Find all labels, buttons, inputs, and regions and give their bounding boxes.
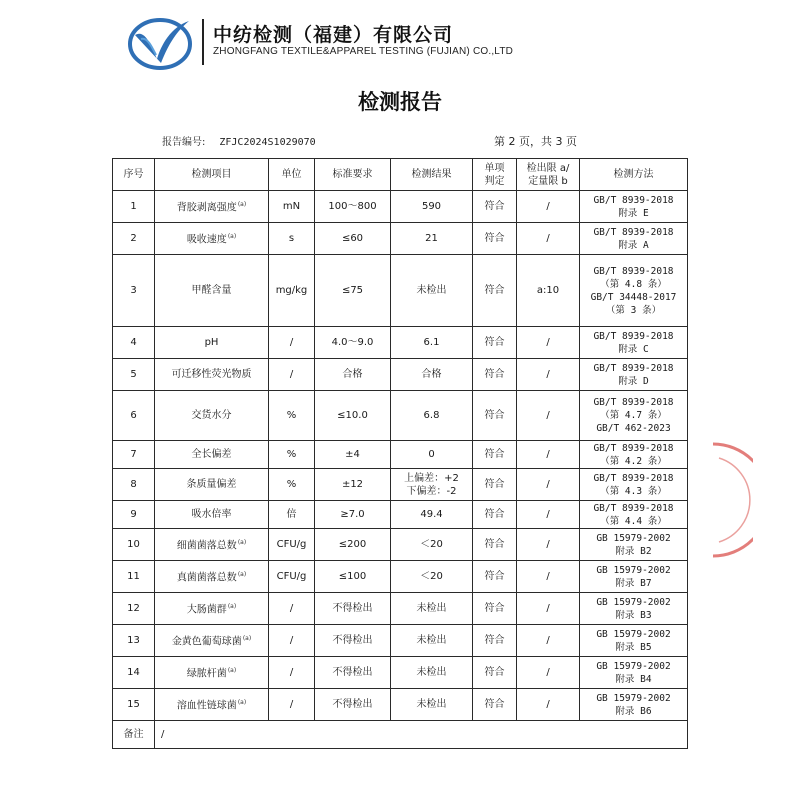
method-line: GB/T 8939-2018 (593, 362, 674, 374)
report-number-value: ZFJC2024S1029070 (219, 137, 316, 148)
cell-requirement: ≤75 (315, 255, 391, 327)
table-row (113, 529, 688, 561)
cell-judgement: 符合 (473, 469, 517, 501)
cell-result: 6.1 (391, 327, 473, 359)
cell-unit: / (269, 327, 315, 359)
cell-item (155, 501, 269, 529)
cell-item-label: 大肠菌群 (186, 604, 227, 616)
cell-limit: / (517, 529, 580, 561)
cell-requirement: ≤100 (315, 561, 391, 593)
cell-unit: / (269, 689, 315, 721)
cell-item-label: 绿脓杆菌 (186, 668, 227, 680)
cell-judgement: 符合 (473, 191, 517, 223)
cell-requirement: ≤200 (315, 529, 391, 561)
cell-item-label: pH (204, 337, 219, 348)
cell-result: 合格 (391, 359, 473, 391)
cell-judgement: 符合 (473, 501, 517, 529)
cell-item (155, 327, 269, 359)
cell-method (580, 561, 688, 593)
cell-item (155, 359, 269, 391)
cell-limit: / (517, 689, 580, 721)
cell-item (155, 561, 269, 593)
cell-result: ＜20 (391, 561, 473, 593)
col-header-seq: 序号 (113, 159, 155, 191)
cell-result: 6.8 (391, 391, 473, 441)
cell-item (155, 191, 269, 223)
cell-unit: / (269, 593, 315, 625)
cell-judgement: 符合 (473, 391, 517, 441)
table-row (113, 191, 688, 223)
cell-seq: 7 (113, 441, 155, 469)
cell-limit: / (517, 501, 580, 529)
subcontract-mark: (a) (227, 233, 237, 241)
method-line: （第 4.7 条） (600, 410, 667, 421)
cell-seq: 10 (113, 529, 155, 561)
table-row (113, 359, 688, 391)
cell-item-label: 真菌菌落总数 (176, 572, 237, 584)
cell-item-label: 溶血性链球菌 (176, 700, 237, 712)
cell-method (580, 391, 688, 441)
cell-requirement: ≤60 (315, 223, 391, 255)
company-name-en: ZHONGFANG TEXTILE&APPAREL TESTING (FUJIAN) CO.,LTD (213, 46, 514, 57)
cell-result: 未检出 (391, 657, 473, 689)
cell-seq: 9 (113, 501, 155, 529)
cell-seq: 4 (113, 327, 155, 359)
table-row (113, 501, 688, 529)
col-header-limit: 检出限 a/ 定量限 b (517, 159, 580, 191)
cell-item (155, 469, 269, 501)
cell-result: 21 (391, 223, 473, 255)
cell-item (155, 223, 269, 255)
subcontract-mark: (a) (227, 667, 237, 675)
cell-item-label: 甲醛含量 (191, 285, 232, 296)
cell-limit: / (517, 359, 580, 391)
cell-result: 590 (391, 191, 473, 223)
subcontract-mark: (a) (237, 201, 247, 209)
cell-judgement: 符合 (473, 561, 517, 593)
col-header-requirement: 标准要求 (315, 159, 391, 191)
table-row (113, 327, 688, 359)
cell-requirement: ≤10.0 (315, 391, 391, 441)
cell-result: 0 (391, 441, 473, 469)
cell-requirement: ±4 (315, 441, 391, 469)
cell-method (580, 441, 688, 469)
table-header-row (113, 159, 688, 191)
header-divider (202, 19, 204, 65)
cell-result: 未检出 (391, 625, 473, 657)
cell-item (155, 441, 269, 469)
cell-item-label: 条质量偏差 (186, 479, 237, 490)
subcontract-mark: (a) (237, 699, 247, 707)
method-line: （第 3 条） (605, 304, 662, 316)
table-row (113, 469, 688, 501)
cell-result: 未检出 (391, 255, 473, 327)
cell-seq: 1 (113, 191, 155, 223)
method-line: GB 15979-2002 (596, 628, 671, 640)
col-header-judgement: 单项 判定 (473, 159, 517, 191)
method-line: GB/T 8939-2018 (593, 330, 674, 342)
method-line: 附录 B3 (615, 609, 652, 621)
cell-method (580, 359, 688, 391)
cell-requirement: 不得检出 (315, 593, 391, 625)
cell-item-label: 可迁移性荧光物质 (171, 369, 252, 380)
col-header-method: 检测方法 (580, 159, 688, 191)
cell-unit: CFU/g (269, 561, 315, 593)
table-row (113, 223, 688, 255)
cell-requirement: 不得检出 (315, 625, 391, 657)
cell-judgement: 符合 (473, 255, 517, 327)
remark-value: / (155, 721, 688, 749)
table-row (113, 689, 688, 721)
cell-result: ＜20 (391, 529, 473, 561)
cell-result: 未检出 (391, 689, 473, 721)
cell-unit: s (269, 223, 315, 255)
remark-row (113, 721, 688, 749)
cell-method (580, 327, 688, 359)
method-line: GB 15979-2002 (596, 564, 671, 576)
cell-judgement: 符合 (473, 359, 517, 391)
table-row (113, 593, 688, 625)
table-row (113, 391, 688, 441)
cell-method (580, 529, 688, 561)
cell-unit: / (269, 657, 315, 689)
cell-item (155, 689, 269, 721)
col-header-item: 检测项目 (155, 159, 269, 191)
cell-judgement: 符合 (473, 441, 517, 469)
cell-limit: / (517, 593, 580, 625)
cell-seq: 3 (113, 255, 155, 327)
cell-judgement: 符合 (473, 529, 517, 561)
method-line: （第 4.8 条） (600, 278, 667, 290)
method-line: 附录 D (618, 375, 649, 387)
cell-limit: / (517, 561, 580, 593)
cell-seq: 15 (113, 689, 155, 721)
cell-method (580, 255, 688, 327)
company-name-cn: 中纺检测（福建）有限公司 (213, 24, 454, 46)
cell-judgement: 符合 (473, 223, 517, 255)
table-row (113, 561, 688, 593)
method-line: 附录 A (618, 239, 649, 251)
cell-seq: 11 (113, 561, 155, 593)
cell-judgement: 符合 (473, 327, 517, 359)
method-line: GB 15979-2002 (596, 692, 671, 704)
cell-method (580, 191, 688, 223)
cell-unit: mg/kg (269, 255, 315, 327)
cell-limit: / (517, 391, 580, 441)
report-number-label: 报告编号: (162, 137, 206, 148)
cell-item-label: 交货水分 (191, 410, 232, 421)
method-line: GB/T 8939-2018 (593, 472, 674, 484)
cell-result: 未检出 (391, 593, 473, 625)
cell-method (580, 469, 688, 501)
table-row (113, 657, 688, 689)
cell-item-label: 细菌菌落总数 (176, 540, 237, 552)
cell-limit: / (517, 625, 580, 657)
report-title: 检测报告 (358, 90, 442, 114)
cell-method (580, 501, 688, 529)
method-line: 附录 B5 (615, 641, 652, 653)
cell-method (580, 593, 688, 625)
cell-item-label: 吸水倍率 (191, 509, 232, 520)
cell-seq: 5 (113, 359, 155, 391)
method-line: （第 4.3 条） (600, 485, 667, 497)
method-line: 附录 B2 (615, 545, 652, 557)
method-line: GB/T 8939-2018 (593, 397, 674, 408)
cell-requirement: 合格 (315, 359, 391, 391)
table-row (113, 255, 688, 327)
method-line: GB 15979-2002 (596, 532, 671, 544)
cell-seq: 13 (113, 625, 155, 657)
table-row (113, 441, 688, 469)
method-line: GB 15979-2002 (596, 660, 671, 672)
subcontract-mark: (a) (237, 539, 247, 547)
cell-requirement: ≥7.0 (315, 501, 391, 529)
method-line: GB/T 8939-2018 (593, 194, 674, 206)
zhongfang-logo-icon (127, 15, 193, 71)
cell-limit: / (517, 657, 580, 689)
cell-unit: 倍 (269, 501, 315, 529)
cell-seq: 14 (113, 657, 155, 689)
table-body (113, 191, 688, 721)
cell-method (580, 657, 688, 689)
cell-seq: 6 (113, 391, 155, 441)
method-line: 附录 C (618, 343, 649, 355)
method-line: GB/T 8939-2018 (593, 442, 674, 454)
report-number (162, 133, 316, 148)
cell-requirement: 100～800 (315, 191, 391, 223)
cell-limit: a:10 (517, 255, 580, 327)
cell-judgement: 符合 (473, 657, 517, 689)
remark-label: 备注 (113, 721, 155, 749)
table-row (113, 625, 688, 657)
subcontract-mark: (a) (242, 635, 252, 643)
cell-unit: CFU/g (269, 529, 315, 561)
cell-result: 49.4 (391, 501, 473, 529)
cell-item (155, 657, 269, 689)
cell-limit: / (517, 441, 580, 469)
results-table (112, 158, 688, 749)
cell-item (155, 391, 269, 441)
method-line: （第 4.2 条） (600, 455, 667, 467)
cell-unit: / (269, 359, 315, 391)
method-line: GB 15979-2002 (596, 596, 671, 608)
cell-seq: 12 (113, 593, 155, 625)
cell-limit: / (517, 469, 580, 501)
cell-judgement: 符合 (473, 625, 517, 657)
cell-method (580, 625, 688, 657)
cell-judgement: 符合 (473, 593, 517, 625)
cell-result: 上偏差：+2 下偏差：-2 (391, 469, 473, 501)
cell-judgement: 符合 (473, 689, 517, 721)
method-line: 附录 B6 (615, 705, 652, 717)
cell-unit: % (269, 391, 315, 441)
method-line: 附录 B4 (615, 673, 652, 685)
cell-requirement: 4.0～9.0 (315, 327, 391, 359)
red-seal-stamp (693, 440, 753, 560)
cell-requirement: 不得检出 (315, 689, 391, 721)
cell-unit: / (269, 625, 315, 657)
subcontract-mark: (a) (227, 603, 237, 611)
col-header-unit: 单位 (269, 159, 315, 191)
cell-method (580, 223, 688, 255)
cell-item (155, 255, 269, 327)
cell-requirement: 不得检出 (315, 657, 391, 689)
cell-requirement: ±12 (315, 469, 391, 501)
method-line: GB/T 462-2023 (596, 423, 671, 434)
cell-item-label: 吸收速度 (186, 234, 227, 246)
cell-unit: % (269, 469, 315, 501)
method-line: GB/T 34448-2017 (590, 291, 677, 303)
cell-seq: 8 (113, 469, 155, 501)
cell-seq: 2 (113, 223, 155, 255)
cell-limit: / (517, 191, 580, 223)
method-line: 附录 E (618, 207, 649, 219)
cell-unit: mN (269, 191, 315, 223)
cell-limit: / (517, 223, 580, 255)
subcontract-mark: (a) (237, 571, 247, 579)
method-line: GB/T 8939-2018 (593, 226, 674, 238)
method-line: 附录 B7 (615, 577, 652, 589)
method-line: GB/T 8939-2018 (593, 265, 674, 277)
method-line: （第 4.4 条） (600, 515, 667, 527)
cell-item (155, 593, 269, 625)
col-header-result: 检测结果 (391, 159, 473, 191)
cell-method (580, 689, 688, 721)
cell-unit: % (269, 441, 315, 469)
cell-limit: / (517, 327, 580, 359)
method-line: GB/T 8939-2018 (593, 502, 674, 514)
cell-item-label: 背胶剥离强度 (176, 202, 237, 214)
cell-item-label: 金黄色葡萄球菌 (171, 636, 242, 648)
cell-item (155, 529, 269, 561)
cell-item-label: 全长偏差 (191, 449, 232, 460)
page-indicator: 第 2 页，共 3 页 (494, 135, 577, 148)
cell-item (155, 625, 269, 657)
